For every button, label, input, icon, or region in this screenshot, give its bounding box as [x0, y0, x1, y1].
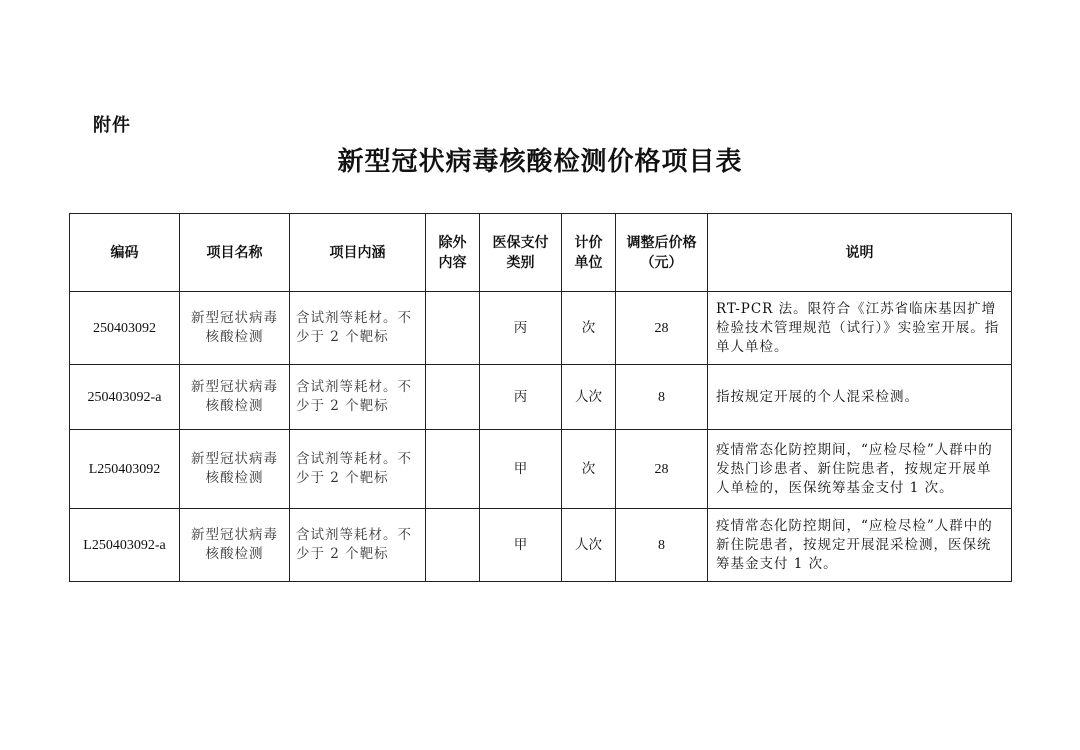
cell-unit: 人次 [562, 365, 616, 430]
cell-name: 新型冠状病毒核酸检测 [180, 430, 290, 509]
cell-price: 28 [616, 292, 708, 365]
document-title: 新型冠状病毒核酸检测价格项目表 [337, 147, 743, 177]
cell-unit: 次 [562, 430, 616, 509]
cell-price: 8 [616, 365, 708, 430]
table-row [70, 509, 1012, 582]
header-unit-line1: 计价 [574, 234, 603, 251]
header-price-line2: （元） [640, 254, 683, 271]
header-price [616, 214, 708, 292]
cell-exclusion [426, 509, 480, 582]
header-price-line1: 调整后价格 [626, 234, 697, 251]
table-header-row [70, 214, 1012, 292]
table-row [70, 365, 1012, 430]
cell-code: L250403092-a [70, 509, 180, 582]
cell-content: 含试剂等耗材。不少于 2 个靶标 [290, 365, 426, 430]
cell-exclusion [426, 365, 480, 430]
cell-insurance: 甲 [480, 430, 562, 509]
header-insurance-line1: 医保支付 [492, 234, 549, 251]
header-exclusion [426, 214, 480, 292]
cell-note: 疫情常态化防控期间，“应检尽检”人群中的新住院患者，按规定开展混采检测，医保统筹基金支付 1 次。 [708, 509, 1012, 582]
cell-note: 疫情常态化防控期间，“应检尽检”人群中的发热门诊患者、新住院患者，按规定开展单人单检的，医保统筹基金支付 1 次。 [708, 430, 1012, 509]
header-insurance [480, 214, 562, 292]
attachment-label: 附件 [93, 115, 131, 136]
header-code: 编码 [70, 214, 180, 292]
cell-note: RT-PCR 法。限符合《江苏省临床基因扩增检验技术管理规范（试行）》实验室开展。指单人单检。 [708, 292, 1012, 365]
header-name: 项目名称 [180, 214, 290, 292]
cell-code: L250403092 [70, 430, 180, 509]
header-content: 项目内涵 [290, 214, 426, 292]
header-note: 说明 [708, 214, 1012, 292]
header-exclusion-line2: 内容 [438, 254, 467, 271]
cell-exclusion [426, 430, 480, 509]
cell-exclusion [426, 292, 480, 365]
cell-price: 28 [616, 430, 708, 509]
cell-name: 新型冠状病毒核酸检测 [180, 509, 290, 582]
cell-unit: 人次 [562, 509, 616, 582]
cell-note: 指按规定开展的个人混采检测。 [708, 365, 1012, 430]
cell-content: 含试剂等耗材。不少于 2 个靶标 [290, 430, 426, 509]
header-unit [562, 214, 616, 292]
header-insurance-line2: 类别 [506, 254, 535, 271]
cell-content: 含试剂等耗材。不少于 2 个靶标 [290, 292, 426, 365]
cell-content: 含试剂等耗材。不少于 2 个靶标 [290, 509, 426, 582]
table-row [70, 430, 1012, 509]
cell-code: 250403092 [70, 292, 180, 365]
cell-name: 新型冠状病毒核酸检测 [180, 292, 290, 365]
table-row [70, 292, 1012, 365]
header-exclusion-line1: 除外 [438, 234, 467, 251]
price-table [69, 213, 1012, 582]
cell-name: 新型冠状病毒核酸检测 [180, 365, 290, 430]
cell-code: 250403092-a [70, 365, 180, 430]
cell-unit: 次 [562, 292, 616, 365]
header-unit-line2: 单位 [574, 254, 603, 271]
cell-insurance: 甲 [480, 509, 562, 582]
cell-price: 8 [616, 509, 708, 582]
cell-insurance: 丙 [480, 292, 562, 365]
cell-insurance: 丙 [480, 365, 562, 430]
